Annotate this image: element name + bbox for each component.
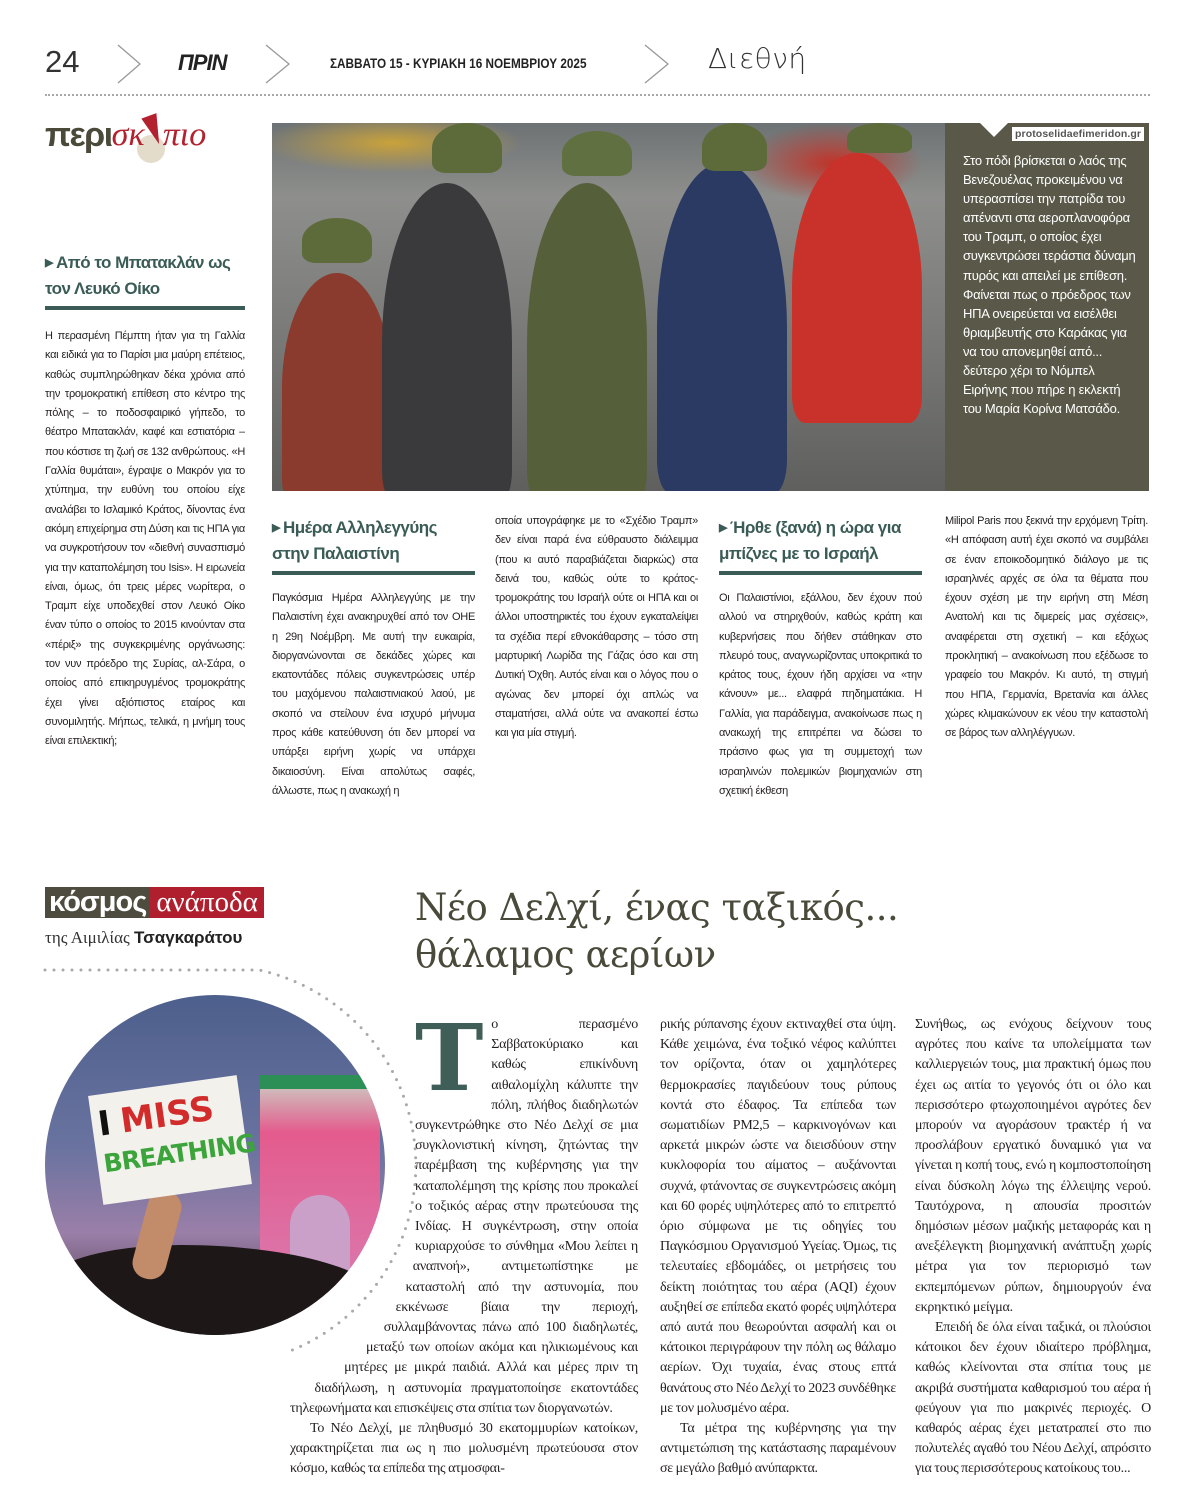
article-column-3	[915, 1015, 1151, 1480]
logo-part: πιο	[162, 116, 207, 153]
paragraph: Επειδή δε όλα είναι ταξικά, οι πλούσιοι κάτοικοι δεν έχουν ιδιαίτερο πρόβλημα, καθώς κλείνονται στα σπίτια τους με ακριβά συστήματα καθαρισμού του αέρα ή φεύγουν για πιο μακρινές περιοχές. Ο καθαρός αέρας έχει μετατραπεί στο πιο πολυτελές αγαθό του Νέου Δελχί, απρόσιτο για τους περισσότερους κατοίκους του...	[915, 1320, 1151, 1477]
article-body: Παγκόσμια Ημέρα Αλληλεγγύης με την Παλαιστίνη έχει ανακηρυχθεί από τον ΟΗΕ η 29η Νοέμβρη. Με αυτή την ευκαιρία, διοργανώνονται σε δεκάδες χώρες και εκατοντάδες πόλεις συγκεντρώσεις υπέρ του μαχόμενου παλαιστινιακού λαού, με σκοπό να στείλουν ένα ισχυρό μήνυμα προς κάθε κατεύθυνση ότι δεν μπορεί να υπάρξει ειρήνη χωρίς να υπάρχει δικαιοσύνη. Είναι απολύτως σαφές, άλλωστε, πως η ανακωχή η	[272, 592, 475, 797]
chevron-right-icon	[266, 45, 289, 83]
paragraph: ρικής ρύπανσης έχουν εκτιναχθεί στα ύψη. Κάθε χειμώνα, ένα τοξικό νέφος καλύπτει τον ορίζοντα, όταν οι χαμηλότερες θερμοκρασίες παγιδεύουν τους ρύπους κοντά στο έδαφος. Τα επίπεδα των σωματιδίων PM2,5 – καρκινογόνων και αρκετά μικρών ώστε να διεισδύουν στην κυκλοφορία του αίματος – αυξάνονται συχνά, φτάνοντας σε συγκεντρώσεις ακόμη και 60 φορές υψηλότερες από το επιτρεπτό όριο σύμφωνα με τις οδηγίες του Παγκόσμιου Οργανισμού Υγείας. Όμως, τις τελευταίες εβδομάδες, οι μετρήσεις του δείκτη ποιότητας του αέρα (AQI) έχουν αυξηθεί σε επίπεδα εκατό φορές υψηλότερα από αυτά που θεωρούνται ασφαλή και οι κάτοικοι περιγράφουν την πόλη ως θάλαμο αερίων. Όχι τυχαία, ένας στους επτά θανάτους στο Νέο Δελχί το 2023 συνδέθηκε με τον μολυσμένο αέρα.	[660, 1017, 896, 1416]
paragraph: Συνήθως, ως ενόχους δείχνουν τους αγρότες που καίνε τα υπολείμματα των καλλιεργειών τους, μια πρακτική όμως που έχει ως αιτία το γεγονός ότι οι όλο και περισσότερο φτωχοποιημένοι αγρότες δεν μπορούν να αγοράσουν τρακτέρ ή να προσλάβουν εργατικό δυναμικό για να γίνεται η κοπή τους, ενώ η κομποστοποίηση είναι δύσκολη λόγω της έλλειψης νερού. Ταυτόχρονα, η απουσία προσιτών δημόσιων μέσων μαζικής μεταφοράς και η ανεξέλεγκτη βιομηχανική ανάπτυξη χωρίς μέτρα για τον περιορισμό των εκπεμπόμενων ρύπων, δημιουργούν ένα εκρηκτικό μείγμα.	[915, 1017, 1151, 1315]
logo-wedge-icon	[141, 113, 166, 147]
article-heading	[272, 515, 475, 567]
article-heading	[45, 250, 245, 302]
article-column-1	[290, 1004, 638, 1480]
author-name: Τσαγκαράτου	[134, 928, 243, 947]
sign-text: I	[95, 1103, 114, 1145]
chevron-right-icon	[118, 45, 140, 83]
triangle-bullet-icon: ▶	[272, 522, 280, 534]
article-title	[415, 884, 898, 978]
dropcap: Τ	[415, 1004, 484, 1112]
header-divider	[45, 94, 1150, 96]
periskopio-logo	[45, 115, 206, 160]
kosmos-anapoda-logo	[45, 887, 264, 918]
heading-rule	[272, 571, 475, 575]
article-body-continued: Milipol Paris που ξεκινά την ερχόμενη Τρίτη. «Η απόφαση αυτή έχει σκοπό να συμβάλει σε έναν εποικοδομητικό διάλογο με τις ισραηλινές αρχές σε όλα τα θέματα που έχουν σχέση με την ειρήνη στη Μέση Ανατολή και τις διμερείς μας σχέσεις», αναφέρεται στη σχετική – και εξόχως προκλητική – ανακοίνωση που εξέδωσε το γραφείο του Μακρόν. Κι αυτό, τη στιγμή που ΗΠΑ, Γερμανία, Βρετανία και άλλες χώρες κλιμακώνουν εκ νέου την καταστολή σε βάρος των αλληλέγγυων.	[945, 515, 1148, 740]
title-line: θάλαμος αερίων	[415, 933, 716, 976]
heading-text: Ημέρα Αλληλεγγύης στην Παλαιστίνη	[272, 518, 437, 563]
heading-text: Από το Μπατακλάν ως τον Λευκό Οίκο	[45, 253, 231, 298]
paragraph: Τα μέτρα της κυβέρνησης για την αντιμετώπιση της κατάστασης παραμένουν σε μεγάλο βαθμό ανύπαρκτα.	[660, 1421, 896, 1477]
logo-part: σκ	[111, 116, 145, 153]
venezuela-militia-photo	[272, 123, 945, 491]
heading-text: Ήρθε (ξανά) η ώρα για μπίζνες με το Ισραήλ	[719, 518, 901, 563]
paragraph: Το Νέο Δελχί, με πληθυσμό 30 εκατομμυρίων κατοίκων, χαρακτηρίζεται πια ως η πιο μολυσμένη πρωτεύουσα στον κόσμο, καθώς τα επίπεδα της ατμοσφαι-	[290, 1421, 638, 1477]
article-column-2	[660, 1015, 896, 1480]
protest-sign	[88, 1075, 257, 1205]
triangle-bullet-icon: ▶	[719, 522, 727, 534]
article-body-continued: οποία υπογράφηκε με το «Σχέδιο Τραμπ» δεν είναι παρά ένα εύθραυστο διάλειμμα (που κι αυτό παραβιάζεται διαρκώς) στα δεινά του, καθώς ούτε το κράτος-τρομοκράτης του Ισραήλ ούτε οι ΗΠΑ και οι άλλοι υποστηρικτές του έχουν εγκαταλείψει τα σχέδια περί εθνοκάθαρσης – τόσο στη μαρτυρική Λωρίδα της Γάζας όσο και στη Δυτική Όχθη. Αυτός είναι και ο λόγος που ο αγώνας δεν μπορεί όχι απλώς να σταματήσει, αλλά ούτε να ανακοπεί έστω και για μία στιγμή.	[495, 515, 698, 740]
heading-rule	[719, 571, 922, 575]
sign-text: BREATHING	[101, 1128, 257, 1179]
chevron-right-icon	[645, 45, 668, 83]
logo-part: ανάποδα	[150, 887, 264, 918]
article-heading	[719, 515, 922, 567]
article-palestine-day	[272, 515, 475, 825]
heading-rule	[45, 306, 245, 310]
logo-part: περι	[45, 116, 112, 154]
article-body: Οι Παλαιστίνιοι, εξάλλου, δεν έχουν πού αλλού να στηριχθούν, καθώς κράτη και κυβερνήσεις που δήθεν στάθηκαν στο πλευρό τους, αναγνωρίζοντας υποκριτικά το κράτος τους, έχουν ήδη αρχίσει να «την κάνουν» με... ελαφρά πηδηματάκια. Η Γαλλία, για παράδειγμα, ανακοίνωσε πως η ανακωχή της επιτρέπει να δώσει το πράσινο φως για τη συμμετοχή των ισραηλινών πολεμικών βιομηχανιών στη σχετική έκθεση	[719, 592, 922, 797]
article-israel-business	[719, 515, 922, 825]
watermark: protoselidaefimeridon.gr	[1012, 127, 1144, 141]
caption-notch	[980, 123, 1008, 137]
issue-date: ΣΑΒΒΑΤΟ 15 - ΚΥΡΙΑΚΗ 16 ΝΟΕΜΒΡΙΟΥ 2025	[330, 55, 587, 71]
byline	[45, 928, 242, 948]
section-title: Διεθνή	[708, 42, 807, 75]
title-line: Νέο Δελχί, ένας ταξικός...	[415, 886, 899, 929]
newspaper-logo: ΠΡΙΝ	[178, 50, 227, 75]
sign-text: MISS	[117, 1088, 217, 1142]
byline-prefix: της Αιμιλίας	[45, 928, 130, 947]
logo-part: κόσμος	[45, 887, 150, 918]
logo-accent	[145, 115, 163, 155]
triangle-bullet-icon: ▶	[45, 257, 53, 269]
photo-caption: Στο πόδι βρίσκεται ο λαός της Βενεζουέλας προκειμένου να υπερασπίσει την πατρίδα του απέναντι στα αεροπλανοφόρα του Τραμπ, ο οποίος έχει συγκεντρώσει τεράστια δύναμη πυρός και απειλεί με επίθεση. Φαίνεται πως ο πρόεδρος των ΗΠΑ ονειρεύεται να εισέλθει θριαμβευτής στο Καράκας για να του απονεμηθεί από... δεύτερο χέρι το Νόμπελ Ειρήνης που πήρε η εκλεκτή του Μαρία Κορίνα Ματσάδο.	[945, 123, 1149, 491]
article-bataclan	[45, 250, 245, 827]
article-body: Η περασμένη Πέμπτη ήταν για τη Γαλλία και ειδικά για το Παρίσι μια μαύρη επέτειος, καθώς συμπληρώθηκαν δέκα χρόνια από την τρομοκρατική επίθεση στο κέντρο της πόλης – το ποδοσφαιρικό γήπεδο, το θέατρο Μπατακλάν, καφέ και εστιατόρια – που κόστισε τη ζωή σε 132 ανθρώπους. «Η Γαλλία θυμάται», έγραψε ο Μακρόν για το χτύπημα, την ευθύνη του οποίου είχε αναλάβει το Ισλαμικό Κράτος, δίνοντας ένα ακόμη επιχείρημα στη Δύση και τις ΗΠΑ για να συγκροτήσουν τον «διεθνή συνασπισμό για την καταπολέμηση του Isis». Η ειρωνεία είναι, όμως, ότι τρεις μέρες νωρίτερα, ο Τραμπ είχε υποδεχθεί στον Λευκό Οίκο έναν τύπο ο οποίος το 2015 κινούνταν στα «πέριξ» της συγκεκριμένης οργάνωσης: τον νυν πρόεδρο της Συρίας, αλ-Σάρα, ο οποίος από επικηρυγμένος τρομοκράτης έχει γίνει αξιόπιστος εταίρος και συνομιλητής. Μήπως, τελικά, η μνήμη τους είναι επιλεκτική;	[45, 330, 245, 748]
paragraph: ο περασμένο Σαββατοκύριακο και καθώς επικίνδυνη αιθαλομίχλη κάλυπτε την πόλη, πλήθος διαδηλωτών συγκεντρώθηκε στο Νέο Δελχί σε μια συγκλονιστική κίνηση, ζητώντας την παρέμβαση της κυβέρνησης για την καταπολέμηση της κρίσης που προκαλεί ο τοξικός αέρας στην πρωτεύουσα της Ινδίας. Η συγκέντρωση, στην οποία κυριαρχούσε το σύνθημα «Μου λείπει η αναπνοή», αντιμετωπίστηκε με καταστολή από την αστυνομία, που εκκένωσε βίαια την περιοχή, συλλαμβάνοντας πάνω από 100 διαδηλωτές, μεταξύ των οποίων ακόμα και ηλικιωμένους και μητέρες με μικρά παιδιά. Αλλά και μέρες πριν τη διαδήλωση, η αστυνομία πραγματοποίησε εκατοντάδες τηλεφωνήματα και επισκέψεις στα σπίτια των διοργανωτών.	[290, 1017, 638, 1416]
page-number: 24	[45, 44, 80, 79]
